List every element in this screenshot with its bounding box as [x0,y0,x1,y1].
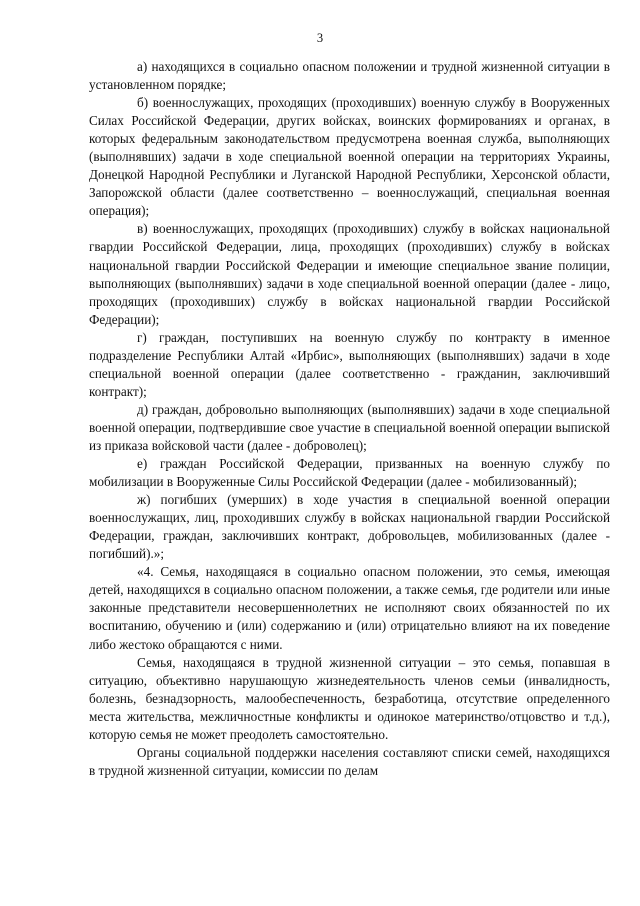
paragraph-social-support: Органы социальной поддержки населения составляют списки семей, находящихся в трудной жизненной ситуации, комиссии по делам [89,744,610,778]
paragraph-a: а) находящихся в социально опасном положении и трудной жизненной ситуации в установленном порядке; [89,59,610,93]
paragraph-v: в) военнослужащих, проходящих (проходивших) службу в войсках национальной гвардии Российской Федерации, лица, проходящих (проходивших) службу в войсках национальной гвардии Российской Федерации и имеющие специальное звание полиции, выполняющих (выполнявших) задачи в ходе специальной военной операции (далее - лицо, проходящих (проходивших) службу в войсках национальной гвардии Российской Федерации); [89,221,610,327]
paragraph-b: б) военнослужащих, проходящих (проходивших) военную службу в Вооруженных Силах Российской Федерации, других войсках, воинских формированиях и органах, в которых федеральным законодательством предусмотрена военная служба, выполняющих (выполнявших) задачи в ходе специальной военной операции на территориях Украины, Донецкой Народной Республики и Луганской Народной Республики, Херсонской области, Запорожской области (далее соответственно – военнослужащий, специальная военная операция); [89,95,610,219]
paragraph-difficult-situation: Семья, находящаяся в трудной жизненной ситуации – это семья, попавшая в ситуацию, объективно нарушающую жизнедеятельность членов семьи (инвалидность, болезнь, безнадзорность, малообеспеченность, безработица, отсутствие определенного места жительства, межличностные конфликты и одинокое материнство/отцовство и т.д.), которую семья не может преодолеть самостоятельно. [89,654,610,742]
paragraph-g: г) граждан, поступивших на военную службу по контракту в именное подразделение Республики Алтай «Ирбис», выполняющих (выполнявших) задачи в ходе специальной военной операции (далее соответственно - гражданин, заключивший контракт); [89,329,610,399]
paragraph-zh: ж) погибших (умерших) в ходе участия в специальной военной операции военнослужащих, лиц, проходивших службу в войсках национальной гвардии Российской Федерации, граждан, заключивших контракт, добровольцев, мобилизованных (далее - погибший).»; [89,492,610,562]
document-body [89,58,610,780]
paragraph-section-4: «4. Семья, находящаяся в социально опасном положении, это семья, имеющая детей, находящихся в социально опасном положении, а также семья, где родители или иные законные представители несовершеннолетних не исполняют своих обязанностей по их воспитанию, обучению и (или) содержанию и (или) отрицательно влияют на их поведение либо жестоко обращаются с ними. [89,564,610,652]
paragraph-d: д) граждан, добровольно выполняющих (выполнявших) задачи в ходе специальной военной операции, подтвердившие свое участие в специальной военной операции выпиской из приказа войсковой части (далее - доброволец); [89,401,610,453]
page-number: 3 [316,31,324,45]
paragraph-e: е) граждан Российской Федерации, призванных на военную службу по мобилизации в Вооруженные Силы Российской Федерации (далее - мобилизованный); [89,456,610,490]
